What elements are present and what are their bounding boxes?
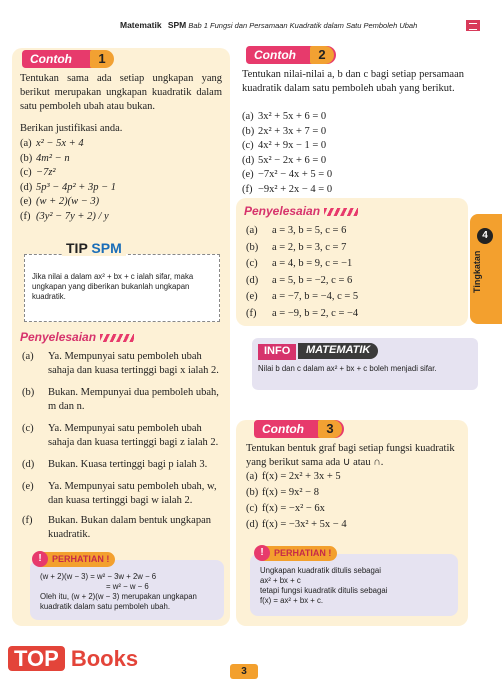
contoh-2-number: 2 bbox=[310, 46, 334, 64]
answer-row: (a) Ya. Mempunyai satu pemboleh ubah sahaja dan kuasa tertinggi bagi x ialah 2. bbox=[22, 351, 219, 376]
answer-row: (f) Bukan. Bukan dalam bentuk ungkapan kuadratik. bbox=[22, 515, 212, 540]
question-row: (d) f(x) = −3x² + 5x − 4 bbox=[246, 519, 347, 530]
perhatian-1-text: (w + 2)(w − 3) = w² − 3w + 2w − 6 = w² − w − 6 Oleh itu, (w + 2)(w − 3) merupakan ungkapan kuadratik dalam satu pemboleh ubah. bbox=[40, 572, 197, 611]
question-row: (d) 5p³ − 4p² + 3p − 1 bbox=[20, 181, 117, 193]
answer-row: (c) a = 4, b = 9, c = −1 bbox=[246, 258, 353, 269]
question-row: (c) 4x² + 9x − 1 = 0 bbox=[242, 140, 327, 151]
answer-row: (d) a = 5, b = −2, c = 6 bbox=[246, 274, 353, 286]
menu-icon bbox=[466, 20, 480, 31]
question-row: (a) f(x) = 2x² + 3x + 5 bbox=[246, 471, 341, 482]
tip-spm-text: Jika nilai a dalam ax² + bx + c ialah sifar, maka ungkapan yang diberikan bukanlah ungkapan kuadratik. bbox=[32, 272, 194, 301]
answer-row: (e) a = −7, b = −4, c = 5 bbox=[246, 291, 359, 302]
header-level: SPM bbox=[167, 20, 187, 30]
page-number: 3 bbox=[230, 664, 258, 679]
perhatian-1-tag: PERHATIAN ! bbox=[34, 552, 115, 567]
info-matematik-text: Nilai b dan c dalam ax² + bx + c boleh menjadi sifar. bbox=[258, 364, 437, 373]
answer-row: (c) Ya. Mempunyai satu pemboleh ubah sahaja dan kuasa tertinggi bagi z ialah 2. bbox=[22, 423, 219, 448]
contoh-3-intro: Tentukan bentuk graf bagi setiap fungsi kuadratik yang berikut sama ada ∪ atau ∩. bbox=[246, 443, 455, 468]
question-row: (c) −7z² bbox=[20, 167, 56, 178]
penyelesaian-2-answers bbox=[246, 224, 462, 323]
stripes-decor bbox=[324, 208, 358, 216]
question-row: (e) (w + 2)(w − 3) bbox=[20, 196, 100, 207]
question-row: (f) (3y² − 7y + 2) / y bbox=[20, 210, 109, 222]
contoh-2-intro: Tentukan nilai-nilai a, b dan c bagi setiap persamaan kuadratik dalam satu pemboleh ubah yang berikut. bbox=[242, 69, 464, 94]
question-row: (b) 2x² + 3x + 7 = 0 bbox=[242, 125, 327, 137]
contoh-1-questions bbox=[20, 137, 220, 236]
question-row: (f) −9x² + 2x − 4 = 0 bbox=[242, 183, 333, 195]
penyelesaian-1-answers bbox=[22, 350, 224, 546]
perhatian-2-tag: PERHATIAN ! bbox=[256, 546, 337, 561]
question-row: (d) 5x² − 2x + 6 = 0 bbox=[242, 154, 327, 166]
topbooks-logo: TOP Books bbox=[8, 646, 138, 676]
contoh-3-questions bbox=[246, 470, 462, 534]
contoh-2-tag: Contoh bbox=[246, 46, 336, 64]
header-subject: Matematik bbox=[120, 20, 162, 30]
answer-row: (e) Ya. Mempunyai satu pemboleh ubah, w, dan kuasa tertinggi bagi w ialah 2. bbox=[22, 481, 217, 506]
warning-icon: ! bbox=[32, 551, 48, 567]
tingkatan-number: 4 bbox=[477, 228, 493, 244]
contoh-3-number: 3 bbox=[318, 420, 342, 438]
contoh-2-questions bbox=[242, 110, 462, 197]
answer-row: (b) Bukan. Mempunyai dua pemboleh ubah, m dan n. bbox=[22, 387, 219, 412]
answer-row: (b) a = 2, b = 3, c = 7 bbox=[246, 241, 347, 253]
info-tag: INFO bbox=[258, 344, 296, 360]
penyelesaian-2-heading: Penyelesaian bbox=[244, 204, 358, 218]
info-matematik-title: MATEMATIK bbox=[298, 343, 378, 359]
penyelesaian-1-heading: Penyelesaian bbox=[20, 330, 134, 344]
answer-row: (f) a = −9, b = 2, c = −4 bbox=[246, 307, 359, 319]
contoh-1-instruction: Berikan justifikasi anda. bbox=[20, 123, 123, 134]
question-row: (e) −7x² − 4x + 5 = 0 bbox=[242, 169, 333, 180]
tip-spm-title: TIP SPM bbox=[62, 240, 126, 256]
warning-icon: ! bbox=[254, 545, 270, 561]
perhatian-2-text: Ungkapan kuadratik ditulis sebagai ax² + bx + c tetapi fungsi kuadratik ditulis sebagai f(x) = ax² + bx + c. bbox=[260, 566, 388, 605]
question-row: (a) x² − 5x + 4 bbox=[20, 138, 84, 149]
header-chapter: Bab 1 Fungsi dan Persamaan Kuadratik dalam Satu Pemboleh Ubah bbox=[188, 21, 418, 30]
contoh-1-number: 1 bbox=[90, 50, 114, 68]
contoh-1-intro: Tentukan sama ada setiap ungkapan yang berikut merupakan ungkapan kuadratik dalam satu pemboleh ubah atau bukan. bbox=[20, 73, 222, 112]
contoh-3-tag: Contoh bbox=[254, 420, 344, 438]
answer-row: (a) a = 3, b = 5, c = 6 bbox=[246, 225, 347, 236]
question-row: (b) 4m² − n bbox=[20, 152, 70, 164]
answer-row: (d) Bukan. Kuasa tertinggi bagi p ialah 3. bbox=[22, 459, 208, 470]
contoh-1-label: Contoh bbox=[30, 52, 72, 66]
question-row: (b) f(x) = 9x² − 8 bbox=[246, 487, 319, 498]
tingkatan-label: Tingkatan bbox=[472, 250, 482, 294]
running-header bbox=[120, 20, 480, 34]
question-row: (c) f(x) = −x² − 6x bbox=[246, 503, 325, 514]
question-row: (a) 3x² + 5x + 6 = 0 bbox=[242, 111, 327, 122]
stripes-decor bbox=[100, 334, 134, 342]
